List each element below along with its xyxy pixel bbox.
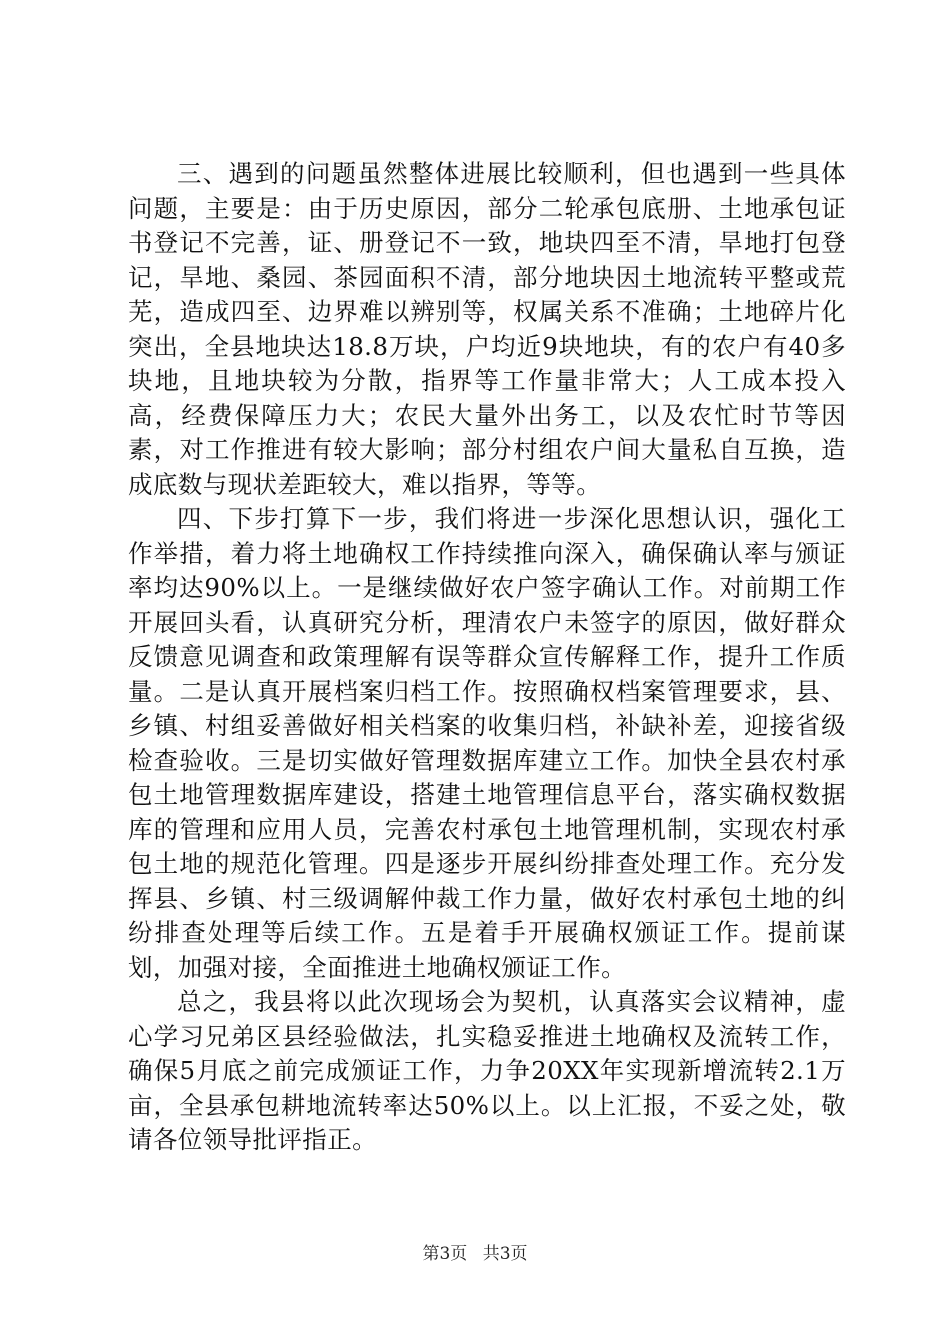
page-number: 第3页 — [422, 1244, 468, 1264]
paragraph-next-steps: 四、下步打算下一步，我们将进一步深化思想认识，强化工作举措，着力将土地确权工作持续推向深入，确保确认率与颁证率均达90%以上。一是继续做好农户签字确认工作。对前期工作开展回头看，认真研究分析，理清农户未签字的原因，做好群众反馈意见调查和政策理解有误等群众宣传解释工作，提升工作质量。二是认真开展档案归档工作。按照确权档案管理要求，县、乡镇、村组妥善做好相关档案的收集归档，补缺补差，迎接省级检查验收。三是切实做好管理数据库建立工作。加快全县农村承包土地管理数据库建设，搭建土地管理信息平台，落实确权数据库的管理和应用人员，完善农村承包土地管理机制，实现农村承包土地的规范化管理。四是逐步开展纠纷排查处理工作。充分发挥县、乡镇、村三级调解仲裁工作力量，做好农村承包土地的纠纷排查处理等后续工作。五是着手开展确权颁证工作。提前谋划，加强对接，全面推进土地确权颁证工作。 — [128, 504, 846, 982]
paragraph-problems: 三、遇到的问题虽然整体进展比较顺利，但也遇到一些具体问题，主要是：由于历史原因，部分二轮承包底册、土地承包证书登记不完善，证、册登记不一致，地块四至不清，旱地打包登记，旱地、桑园、茶园面积不清，部分地块因土地流转平整或荒芜，造成四至、边界难以辨别等，权属关系不准确；土地碎片化突出，全县地块达18.8万块，户均近9块地块，有的农户有40多块地，且地块较为分散，指界等工作量非常大；人工成本投入高，经费保障压力大；农民大量外出务工，以及农忙时节等因素，对工作推进有较大影响；部分村组农户间大量私自互换，造成底数与现状差距较大，难以指界，等等。 — [128, 159, 846, 499]
paragraph-conclusion: 总之，我县将以此次现场会为契机，认真落实会议精神，虚心学习兄弟区县经验做法，扎实稳妥推进土地确权及流转工作，确保5月底之前完成颁证工作，力争20XX年实现新增流转2.1万亩，全县承包耕地流转率达50%以上。以上汇报，不妥之处，敬请各位领导批评指正。 — [128, 987, 846, 1154]
page-footer — [0, 1243, 950, 1265]
page-total: 共3页 — [482, 1244, 528, 1264]
document-body — [128, 157, 846, 1158]
